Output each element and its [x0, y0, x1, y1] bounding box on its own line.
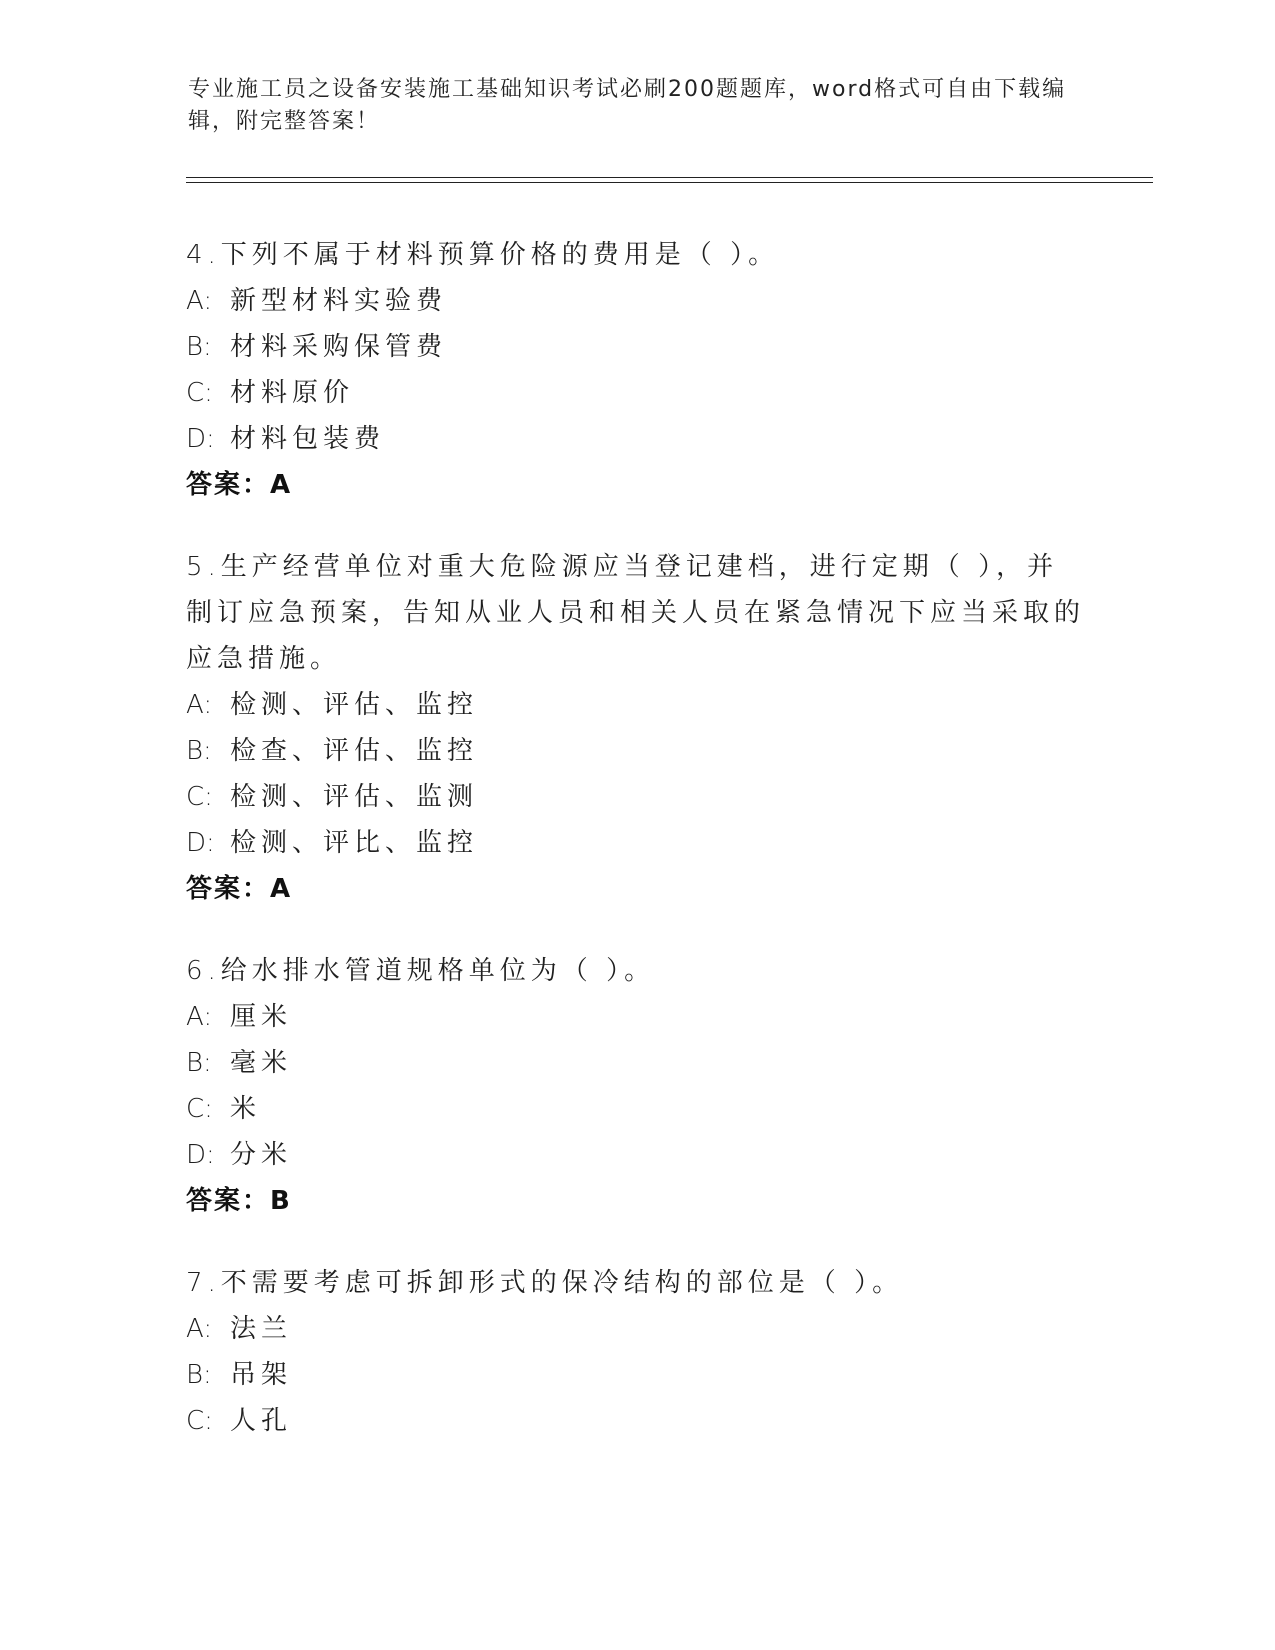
option-key: A:	[186, 286, 213, 316]
question-item	[186, 948, 1086, 1224]
option-d	[186, 416, 1086, 462]
answer-line: 答案：A	[186, 470, 293, 500]
option-text: 检测、评估、监控	[230, 690, 479, 720]
option-text: 材料采购保管费	[230, 332, 448, 362]
question-text: 6.给水排水管道规格单位为（ ）。	[186, 956, 656, 986]
document-header-title: 专业施工员之设备安装施工基础知识考试必刷200题题库，word格式可自由下载编辑，附完整答案！	[188, 77, 1067, 134]
option-key: B:	[186, 736, 212, 766]
question-item	[186, 1260, 1086, 1444]
option-text: 新型材料实验费	[230, 286, 448, 316]
answer-line: 答案：B	[186, 1186, 292, 1216]
option-key: B:	[186, 1360, 212, 1390]
option-key: D:	[186, 1140, 215, 1170]
option-a	[186, 278, 1086, 324]
question-list	[186, 232, 1086, 1480]
option-b	[186, 728, 1086, 774]
option-d	[186, 1132, 1086, 1178]
option-c	[186, 1398, 1086, 1444]
option-text: 毫米	[230, 1048, 293, 1078]
option-text: 法兰	[230, 1314, 293, 1344]
option-key: C:	[186, 782, 213, 812]
question-item	[186, 232, 1086, 508]
option-text: 检测、评估、监测	[230, 782, 479, 812]
option-key: A:	[186, 1314, 213, 1344]
question-text: 5.生产经营单位对重大危险源应当登记建档，进行定期（ ），并制订应急预案，告知从业人员和相关人员在紧急情况下应当采取的应急措施。	[186, 552, 1086, 674]
option-text: 检测、评比、监控	[230, 828, 479, 858]
option-b	[186, 1040, 1086, 1086]
option-d	[186, 820, 1086, 866]
option-text: 米	[230, 1094, 262, 1124]
header-double-rule	[186, 177, 1153, 183]
option-a	[186, 682, 1086, 728]
question-text: 7.不需要考虑可拆卸形式的保冷结构的部位是（ ）。	[186, 1268, 904, 1298]
option-key: C:	[186, 378, 213, 408]
option-text: 厘米	[230, 1002, 293, 1032]
answer-line: 答案：A	[186, 874, 293, 904]
option-key: C:	[186, 1406, 213, 1436]
option-b	[186, 1352, 1086, 1398]
option-text: 吊架	[230, 1360, 293, 1390]
question-text: 4.下列不属于材料预算价格的费用是（ ）。	[186, 240, 780, 270]
option-key: A:	[186, 1002, 213, 1032]
option-key: B:	[186, 332, 212, 362]
option-a	[186, 994, 1086, 1040]
option-c	[186, 370, 1086, 416]
option-key: A:	[186, 690, 213, 720]
option-b	[186, 324, 1086, 370]
option-key: C:	[186, 1094, 213, 1124]
option-text: 分米	[230, 1140, 293, 1170]
option-c	[186, 774, 1086, 820]
option-c	[186, 1086, 1086, 1132]
option-key: D:	[186, 828, 215, 858]
option-text: 材料原价	[230, 378, 355, 408]
option-text: 材料包装费	[230, 424, 386, 454]
option-a	[186, 1306, 1086, 1352]
option-key: D:	[186, 424, 215, 454]
question-item	[186, 544, 1086, 912]
option-text: 人孔	[230, 1406, 293, 1436]
option-text: 检查、评估、监控	[230, 736, 479, 766]
option-key: B:	[186, 1048, 212, 1078]
